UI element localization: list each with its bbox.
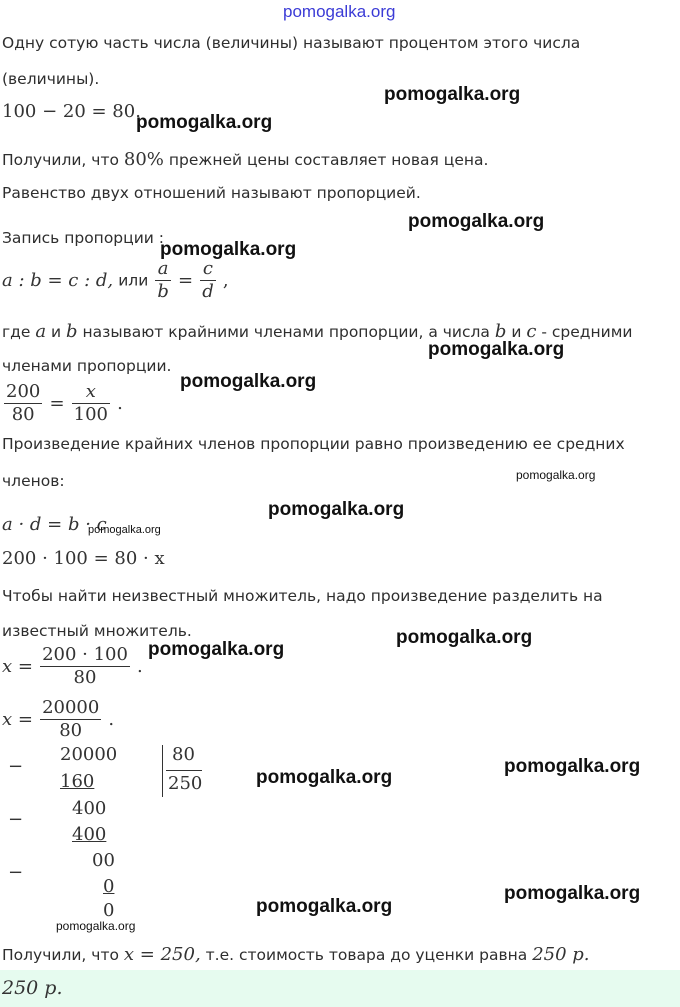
members-text: называют крайними членами пропорции, а числа bbox=[82, 323, 490, 341]
definition-line1: Одну сотую часть числа (величины) называют процентом этого числа bbox=[2, 34, 581, 52]
fraction-denominator: d bbox=[202, 281, 214, 302]
conclusion-prefix: Получили, что bbox=[2, 946, 119, 964]
conclusion-line bbox=[2, 944, 590, 965]
watermark-small: pomogalka.org bbox=[88, 524, 161, 536]
watermark: pomogalka.org bbox=[408, 211, 545, 232]
fraction-numerator: 20000 bbox=[42, 697, 100, 718]
x-lhs: x = bbox=[2, 709, 33, 730]
got1-line bbox=[2, 149, 488, 170]
fraction-denominator: b bbox=[157, 281, 169, 302]
factor-rule-line1: Чтобы найти неизвестный множитель, надо произведение разделить на bbox=[2, 587, 603, 605]
rule-expression: a · d = b · c bbox=[2, 514, 107, 535]
factor-rule-line2: известный множитель. bbox=[2, 622, 192, 640]
watermark: pomogalka.org bbox=[504, 756, 641, 777]
division-minus-3: − bbox=[8, 862, 24, 883]
got1-value: 80% bbox=[123, 149, 164, 170]
watermark: pomogalka.org bbox=[160, 239, 297, 260]
answer-bar bbox=[0, 970, 680, 1007]
division-horizontal-rule bbox=[166, 770, 202, 771]
division-remainder-3: 0 bbox=[103, 900, 115, 921]
x-expression-2 bbox=[2, 697, 114, 741]
proportion-definition: Равенство двух отношений называют пропорцией. bbox=[2, 184, 421, 202]
x-dot: . bbox=[108, 709, 115, 730]
x-dot: . bbox=[137, 656, 143, 677]
watermark: pomogalka.org bbox=[384, 84, 521, 105]
division-dividend: 20000 bbox=[60, 744, 118, 765]
fraction-numerator: x bbox=[85, 381, 96, 402]
watermark-small: pomogalka.org bbox=[56, 919, 136, 933]
division-subtrahend-3: 0 bbox=[103, 876, 115, 897]
notation-ratio: a : b = c : d, bbox=[2, 270, 114, 291]
fraction-numerator: 200 bbox=[6, 381, 41, 402]
division-minus-2: − bbox=[8, 809, 24, 830]
fraction-denominator: 100 bbox=[73, 404, 108, 425]
watermark: pomogalka.org bbox=[256, 896, 393, 917]
division-vertical-rule bbox=[162, 745, 163, 797]
division-subtrahend-2: 400 bbox=[72, 824, 107, 845]
applied-expression: 200 · 100 = 80 · x bbox=[2, 548, 165, 569]
rule-line2: членов: bbox=[2, 472, 65, 490]
members-and2: и bbox=[511, 323, 522, 341]
division-divisor: 80 bbox=[172, 744, 195, 765]
proportion-expression bbox=[2, 381, 123, 427]
got1-prefix: Получили, что bbox=[2, 151, 119, 169]
proportion-fraction-left bbox=[4, 381, 42, 426]
members-and1: и bbox=[51, 323, 62, 341]
watermark: pomogalka.org bbox=[396, 627, 533, 648]
watermark-top: pomogalka.org bbox=[283, 2, 396, 21]
notation-equals: = bbox=[178, 270, 194, 291]
division-remainder-2: 00 bbox=[92, 850, 115, 871]
watermark: pomogalka.org bbox=[504, 883, 641, 904]
got1-suffix: прежней цены составляет новая цена. bbox=[168, 151, 489, 169]
x-fraction bbox=[40, 644, 130, 689]
notation-expression bbox=[2, 258, 229, 303]
step1-expression: 100 − 20 = 80. bbox=[2, 101, 141, 122]
notation-fraction-ab bbox=[155, 258, 171, 303]
fraction-numerator: 200 · 100 bbox=[42, 644, 128, 665]
proportion-equals: = bbox=[49, 393, 65, 414]
watermark-small: pomogalka.org bbox=[516, 468, 596, 482]
members-b2: b bbox=[494, 321, 507, 342]
conclusion-middle: т.е. стоимость товара до уценки равна bbox=[205, 946, 528, 964]
members-a: a bbox=[35, 321, 47, 342]
notation-label: Запись пропорции : bbox=[2, 229, 164, 247]
division-quotient: 250 bbox=[168, 773, 203, 794]
definition-line2: (величины). bbox=[2, 70, 100, 88]
division-remainder-1: 400 bbox=[72, 798, 107, 819]
fraction-denominator: 80 bbox=[40, 666, 130, 689]
notation-fraction-cd bbox=[200, 258, 216, 303]
proportion-dot: . bbox=[117, 393, 123, 414]
conclusion-price: 250 р. bbox=[532, 944, 590, 965]
notation-comma: , bbox=[222, 270, 229, 291]
watermark: pomogalka.org bbox=[268, 499, 405, 520]
x-lhs: x = bbox=[2, 656, 33, 677]
fraction-numerator: c bbox=[202, 258, 213, 279]
members-line2: членами пропорции. bbox=[2, 357, 172, 375]
fraction-denominator: 80 bbox=[40, 719, 101, 741]
rule-line1: Произведение крайних членов пропорции равно произведению ее средних bbox=[2, 435, 625, 453]
notation-or: или bbox=[118, 271, 149, 290]
proportion-fraction-right bbox=[72, 381, 110, 426]
members-c: c bbox=[526, 321, 537, 342]
watermark: pomogalka.org bbox=[136, 112, 273, 133]
watermark: pomogalka.org bbox=[148, 639, 285, 660]
fraction-numerator: a bbox=[157, 258, 169, 279]
answer-value: 250 р. bbox=[2, 977, 63, 999]
fraction-denominator: 80 bbox=[4, 403, 42, 426]
conclusion-expression: x = 250, bbox=[123, 944, 201, 965]
members-b: b bbox=[66, 321, 78, 342]
watermark: pomogalka.org bbox=[428, 339, 565, 360]
x-fraction bbox=[40, 697, 101, 741]
watermark: pomogalka.org bbox=[180, 371, 317, 392]
x-expression-1 bbox=[2, 644, 143, 689]
members-where: где bbox=[2, 323, 31, 341]
division-subtrahend-1: 160 bbox=[60, 771, 95, 792]
watermark: pomogalka.org bbox=[256, 767, 393, 788]
members-middle: - средними bbox=[541, 323, 633, 341]
division-minus-1: − bbox=[8, 756, 24, 777]
